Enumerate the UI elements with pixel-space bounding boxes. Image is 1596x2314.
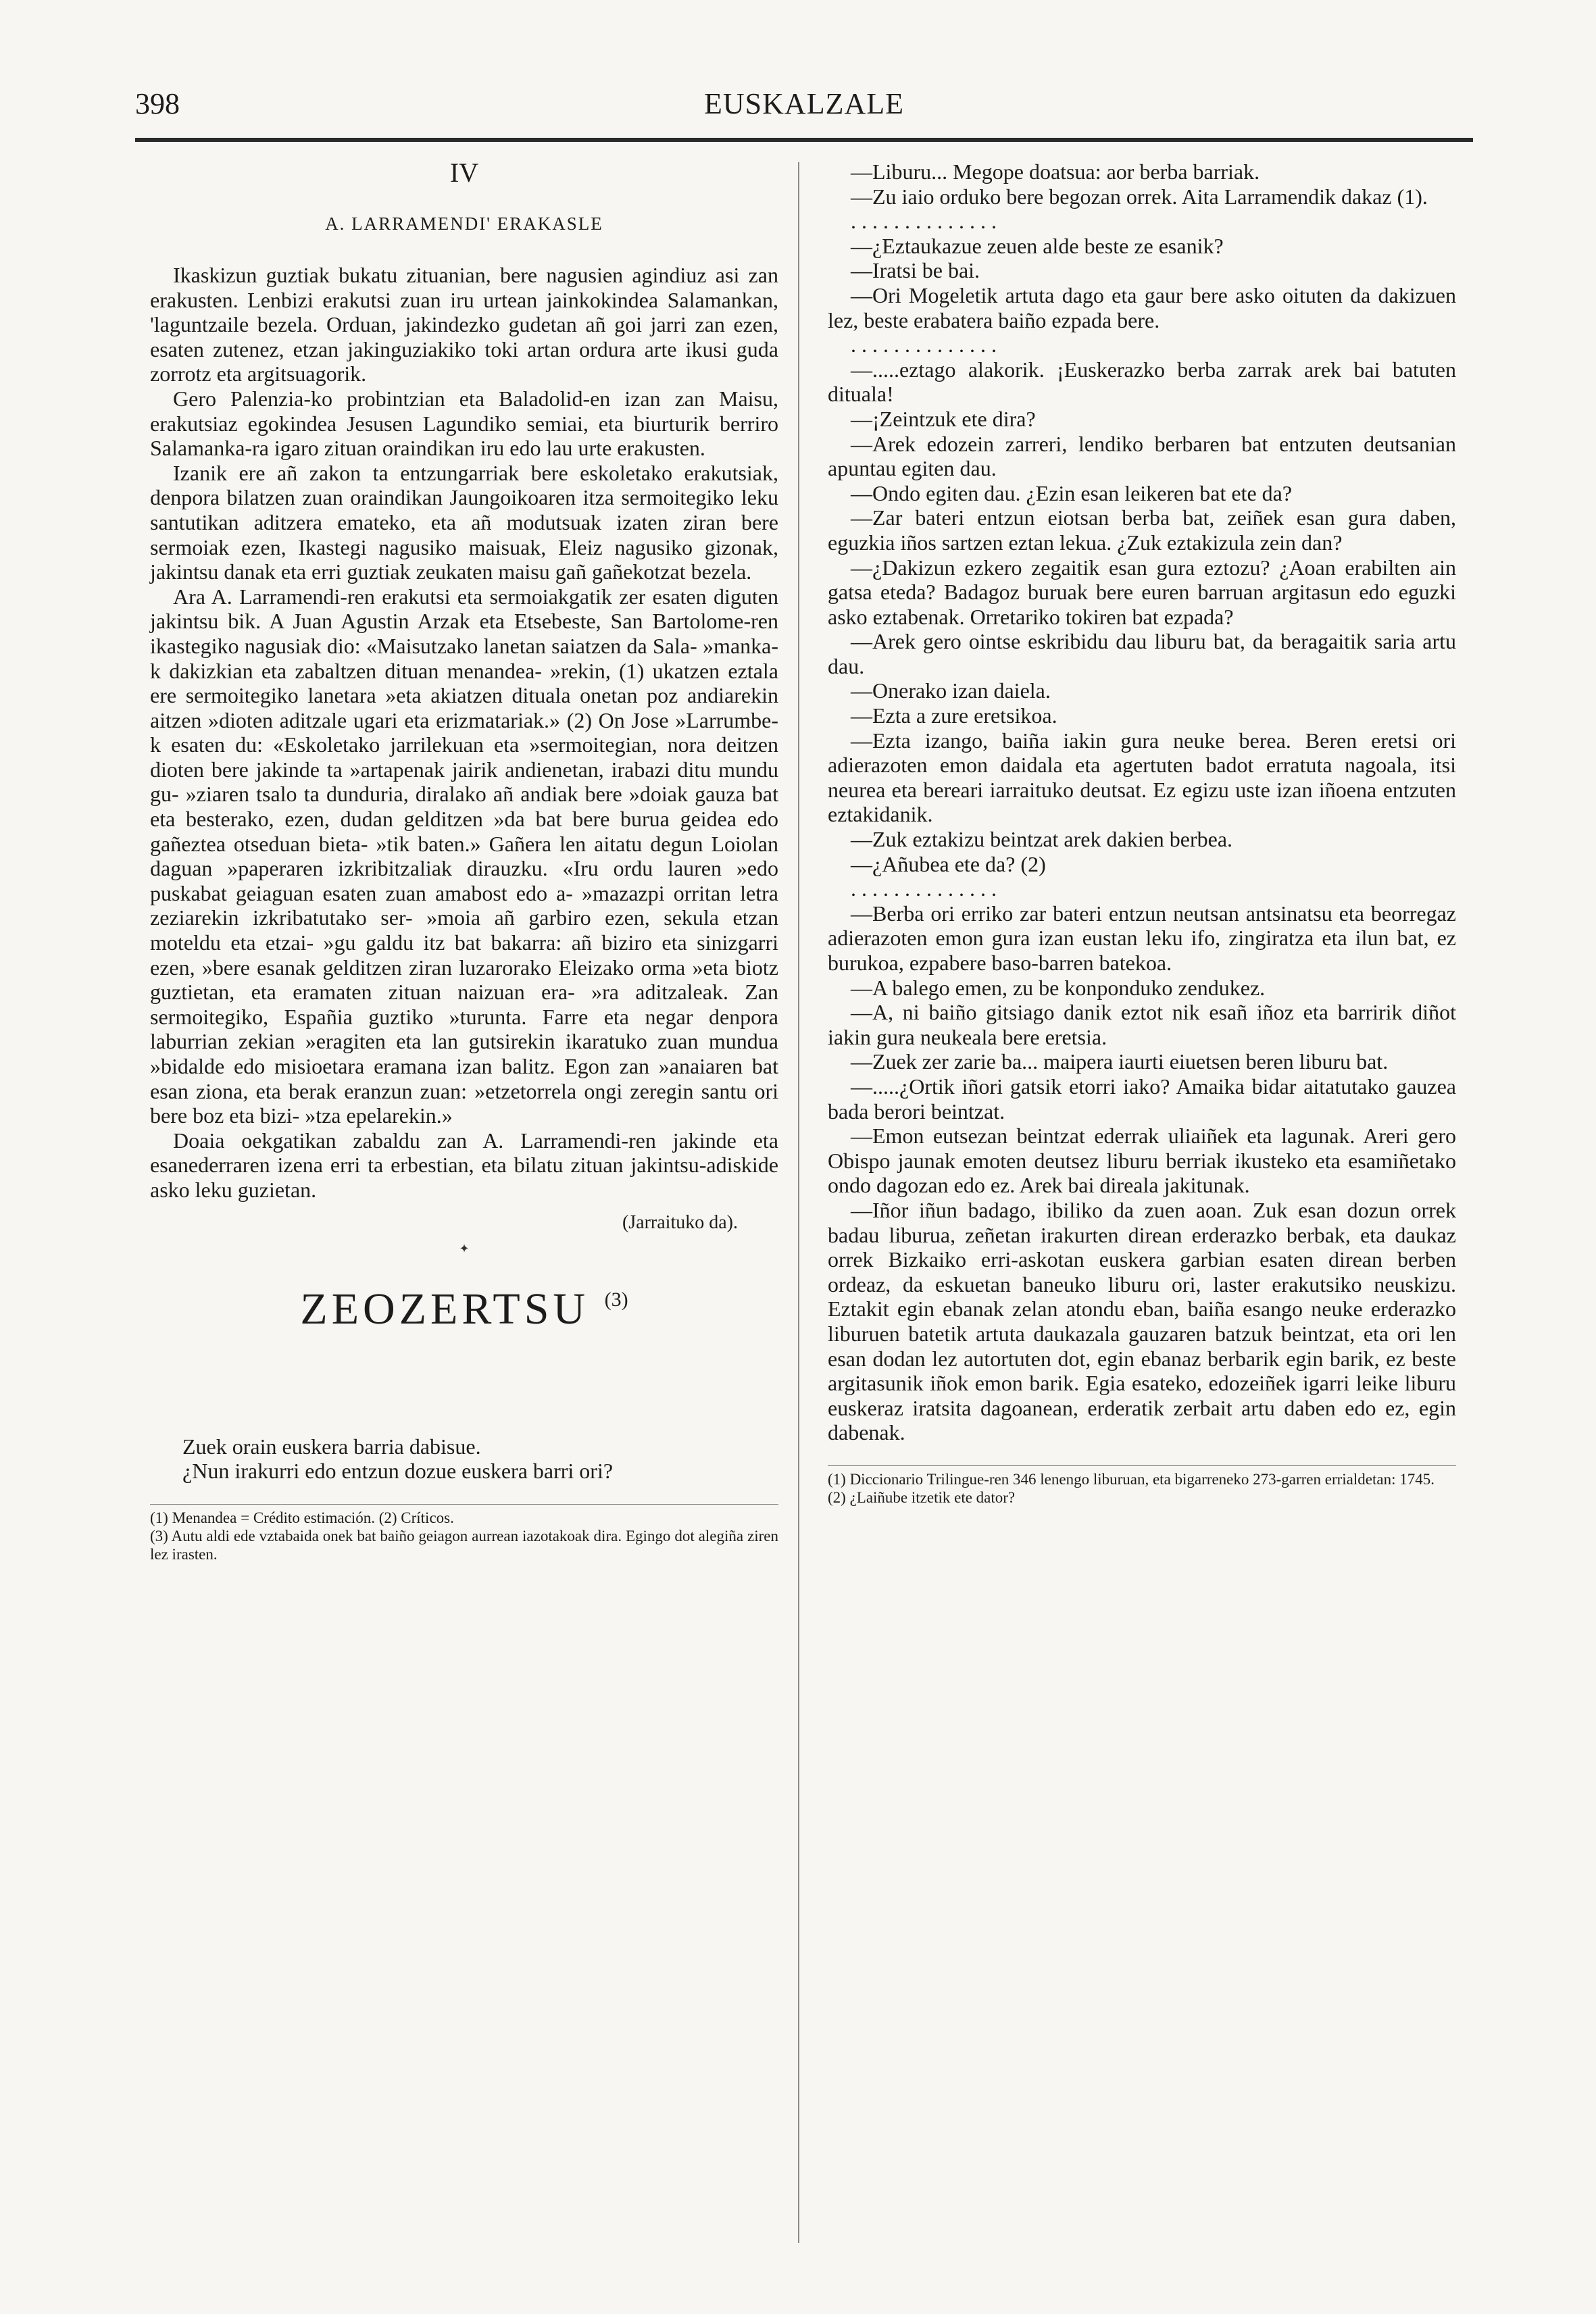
header-rule	[135, 138, 1473, 142]
continued-note: (Jarraituko da).	[622, 1211, 738, 1233]
footnote: (1) Menandea = Crédito estimación. (2) Críticos.	[150, 1509, 454, 1526]
dialogue-line: —Ezta a zure eretsikoa.	[851, 703, 1057, 728]
footnote: (3) Autu aldi ede vztabaida onek bat baiño geiagon aurrean iazotakoak dira. Egingo dot alegiña ziren lez irasten.	[150, 1527, 778, 1563]
dialogue-line: —Arek edozein zarreri, lendiko berbaren bat entzuten deutsanian apuntau egiten dau.	[828, 431, 1456, 481]
column-divider	[798, 162, 799, 2243]
dialogue-line: —Onerako izan daiela.	[851, 678, 1051, 703]
poem-title-note: (3)	[604, 1288, 628, 1311]
dialogue-line: —.....eztago alakorik. ¡Euskerazko berba zarrak arek bai batuten dituala!	[828, 357, 1456, 407]
page-header	[135, 86, 1473, 134]
dialogue-line: —.....¿Ortik iñori gatsik etorri iako? Amaika bidar aitatutako gauzea bada berori beintzat.	[828, 1074, 1456, 1124]
paragraph: Ikaskizun guztiak bukatu zituanian, bere nagusien agindiuz asi zan erakusten. Lenbizi erakutsi zuan iru urtean jainkokindea Salamankan, 'laguntzaile bezela. Orduan, jakindezko gudetan añ goi jarri zan ezen, esaten zutenez, etzan jakinguziakiko toki artan ordura arte ikusi guda zorrotz eta argitsuagorik.	[150, 263, 778, 386]
dialogue-line: —¿Dakizun ezkero zegaitik esan gura eztozu? ¿Aoan erabilten ain gatsa eteda? Badagoz buruak bere euren barruan argitasun edo eguzki asko eztabenak. Orretariko tokiren bat ezpada?	[828, 555, 1456, 629]
dialogue-line: —Berba ori erriko zar bateri entzun neutsan antsinatsu eta beorregaz adierazoten emon gura izan eustan leku ifo, zingiratza eta ilun bat, ez burukoa, ezpabere baso-barren batekoa.	[828, 901, 1456, 975]
paragraph: Doaia oekgatikan zabaldu zan A. Larramendi-ren jakinde eta esanederraren izena erri ta erbestian, eta bilatu zituan jakintsu-adiskide asko leku guzietan.	[150, 1128, 778, 1202]
dialogue-line: —Iratsi be bai.	[851, 258, 980, 283]
poem-line: ¿Nun irakurri edo entzun dozue euskera barri ori?	[182, 1459, 614, 1484]
footnote: (1) Diccionario Trilingue-ren 346 lenengo liburuan, eta bigarreneko 273-garren errialdetan: 1745.	[828, 1470, 1435, 1488]
paragraph: Izanik ere añ zakon ta entzungarriak bere eskoletako erakutsiak, denpora bilatzen zuan oraindikan Jaungoikoaren itza sermoitegiko leku santutikan aditzera emateko, eta añ modutsuak izaten ziran bere sermoiak ezen, Ikastegi nagusiko maisuak, Eleiz nagusiko gizonak, jakintsu danak eta erri guztiak zeukaten maisu gañ gañekotzat bezela.	[150, 460, 778, 584]
right-column	[828, 159, 1456, 1507]
section-subtitle: A. LARRAMENDI' ERAKASLE	[325, 213, 603, 234]
dialogue-line: —A balego emen, zu be konponduko zendukez.	[851, 975, 1266, 1000]
dialogue-line: —A, ni baiño gitsiago danik eztot nik esañ iñoz eta barririk diñot iakin gura neukeala bere eretsia.	[828, 1000, 1456, 1049]
dialogue-line: —¿Añubea ete da? (2)	[851, 851, 1046, 876]
dialogue-line: —Emon eutsezan beintzat ederrak uliaiñek eta lagunak. Areri gero Obispo jaunak emoten deutsez liburu berriak ikusteko eta esamiñetako ondo dagozan edo ez. Arek bai direala jakitunak.	[828, 1124, 1456, 1198]
dialogue-line: —Zuk eztakizu beintzat arek dakien berbea.	[851, 827, 1233, 852]
footnote: (2) ¿Laiñube itzetik ete dator?	[828, 1488, 1016, 1506]
left-column	[150, 159, 778, 1563]
dialogue-line: —Arek gero ointse eskribidu dau liburu bat, da beragaitik saria artu dau.	[828, 629, 1456, 678]
dialogue-line: —Zuek zer zarie ba... maipera iaurti eiuetsen beren liburu bat.	[851, 1049, 1389, 1074]
footnotes	[150, 1509, 778, 1563]
footnote-rule	[150, 1504, 778, 1505]
ornament-icon: ✦	[459, 1241, 470, 1255]
dialogue-line: —Ori Mogeletik artuta dago eta gaur bere asko oituten da dakizuen lez, beste erabatera baiño ezpada bere.	[828, 282, 1456, 332]
dialogue-line: —Zar bateri entzun eiotsan berba bat, zeiñek esan gura daben, eguzkia iños sartzen eztan lekua. ¿Zuk eztakizula zein dan?	[828, 505, 1456, 555]
poem-line: Zuek orain euskera barria dabisue.	[182, 1434, 481, 1459]
paragraph: Ara A. Larramendi-ren erakutsi eta sermoiakgatik zer esaten diguten jakintsu bik. A Juan Agustin Arzak eta Etsebeste, San Bartolome-ren ikastegiko nagusiak dio: «Maisutzako lanetan saiatzen da Sala- »manka-k dakizkian eta zabaltzen dituan menandea- »rekin, (1) ukatzen eztala ere sermoitegiko lanetara »eta akiatzen dituala onetan poz andiarekin aitzen »dioten aditzale ugari eta erizmatariak.» (2) On Jose »Larrumbe-k esaten du: «Eskoletako jarrilekuan eta »sermoitegian, nora deitzen dioten bere jakinde ta »artapenak jairik andienetan, irabazi ditu mundu gu- »ziaren tsalo ta dunduria, diralako añ andiak bere »doiak gauza bat eta besterako, ezen, dudan gelditzen »da bat bere burua geidea edo gañeztea otseduan bieta- »tik baten.» Gañera len aitatu degun Loiolan daguan »paperaren izkribitzaliak dirauzku. «Iru ordu lauren »edo puskabat geiaguan esaten zuan amabost edo a- »mazazpi orritan letra zeziarekin izkribatutako ser- »moia añ garbiro ezen, sekula etzan moteldu eta etzai- »gu galdu itz bat bakarra: añ biziro eta sinizgarri ezen, »bere esanak gelditzen ziran luzarorako Eleizako orma »eta biotz guztietan, eta eramaten zituan naizuan era- »ra aditzaleak. Zan sermoitegiko, Españia guztiko »turunta. Farre eta negar denpora laburrian zekian »eragiten eta lan gutsirekin ikaratuko zuan mundua »bidalde edo misioetara eramana izan balitz. Egon zan »anaiaren bat esan ziona, eta berak eranzun zuan: »etzetorrela ongi zeregin santu ori bere boz eta bizi- »tza epelarekin.»	[150, 584, 778, 1128]
dialogue-line: —Iñor iñun badago, ibiliko da zuen aoan. Zuk esan dozun orrek badau liburua, zeñetan irakurten direan erderazko berbak, eta daukaz orrek Bizkaiko erri-askotan euskera garbian esaten direan berben ordeaz, da eskuetan baneuko liburu ori, laster erakutsiko neuskizu. Eztakit egin ebanak zelan atondu eban, baiña esango neuke erderazko liburuen batetik artuta daukazala gauzaren batzuk beintzat, eta ori len esan dodan lez autortuten dot, egin ebanaz berbarik egin barik, ez beste argitasunik iñok emon barik. Egia esateko, edozeiñek igarri leike liburu euskeraz iratsita dagoanean, erderatik zerbait artu daben edo ez, egin dabenak.	[828, 1197, 1456, 1445]
dialogue-line: —Zu iaio orduko bere begozan orrek. Aita Larramendik dakaz (1).	[851, 184, 1428, 209]
dialogue-line: —Ondo egiten dau. ¿Ezin esan leikeren bat ete da?	[851, 480, 1293, 505]
dialogue-line: —¡Zeintzuk ete dira?	[851, 406, 1036, 431]
ellipsis-row: . . . . . . . . . . . . . .	[851, 876, 997, 901]
footnote-rule	[828, 1465, 1456, 1466]
dialogue-line: —Ezta izango, baiña iakin gura neuke berea. Beren eretsi ori adierazoten emon daidala eta agertuten badot erratuta nagoala, itsi neurea eta bereari iarraituko deutsat. Ez egizu uste izan iñoena entzuten eztakidanik.	[828, 728, 1456, 827]
running-title: EUSKALZALE	[704, 87, 904, 120]
ellipsis-row: . . . . . . . . . . . . . .	[851, 209, 997, 234]
ellipsis-row: . . . . . . . . . . . . . .	[851, 332, 997, 357]
section-number: IV	[449, 157, 479, 188]
dialogue-line: —¿Eztaukazue zeuen alde beste ze esanik?	[851, 233, 1224, 258]
poem-title	[150, 1276, 778, 1333]
page-number: 398	[135, 87, 180, 120]
poem-title-text: ZEOZERTSU	[300, 1284, 590, 1334]
dialogue-line: —Liburu... Megope doatsua: aor berba barriak.	[851, 159, 1260, 184]
paragraph: Gero Palenzia-ko probintzian eta Baladolid-en izan zan Maisu, erakutsiaz egokindea Jesusen Lagundiko semiai, eta biurturik berriro Salamanka-ra igaro zituan oraindikan iru edo lau urte erakusten.	[150, 386, 778, 461]
footnotes	[828, 1470, 1456, 1507]
